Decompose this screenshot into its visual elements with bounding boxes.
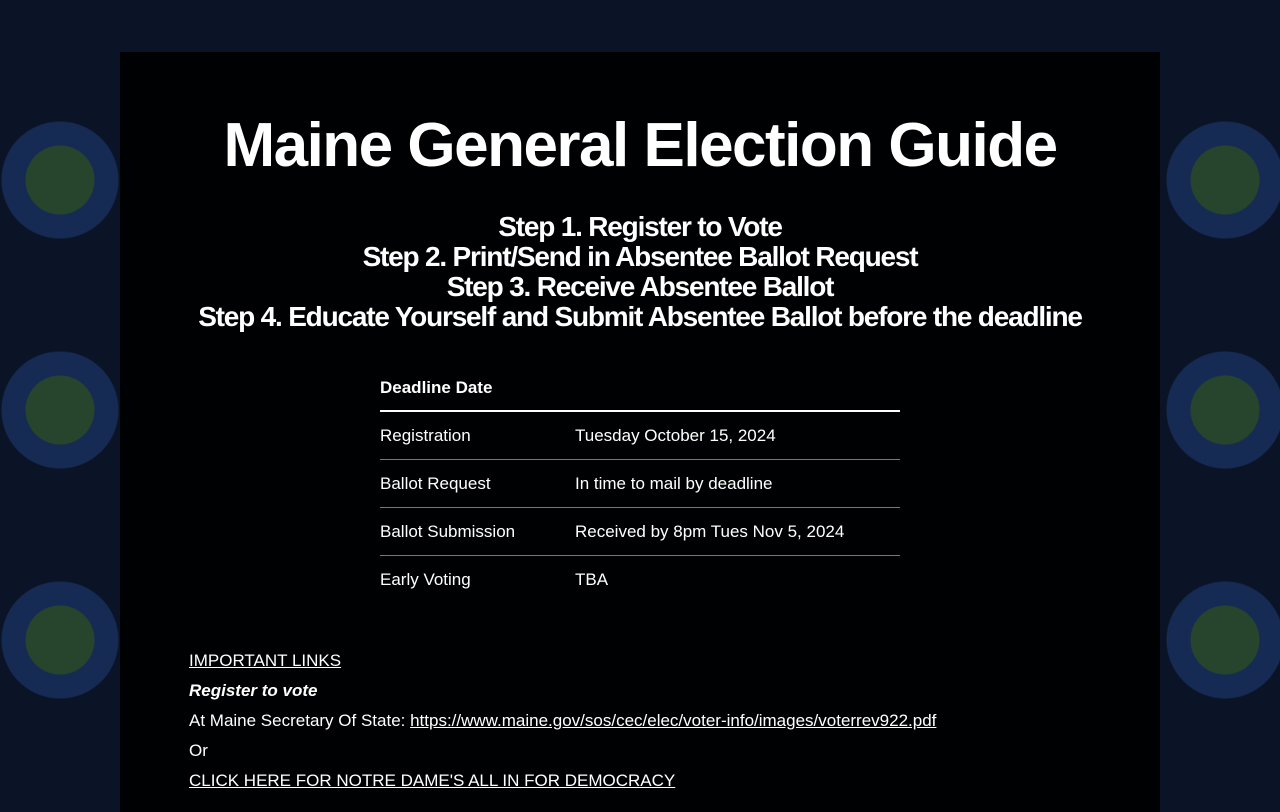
or-text: Or — [189, 741, 208, 760]
notre-dame-democracy-link[interactable]: CLICK HERE FOR NOTRE DAME'S ALL IN FOR DEMOCRACY — [189, 771, 676, 790]
row-label: Early Voting — [380, 569, 471, 589]
sos-prefix: At Maine Secretary Of State: — [189, 711, 411, 730]
deadline-table — [380, 366, 900, 603]
register-to-vote-heading: Register to vote — [189, 681, 318, 700]
row-value: Tuesday October 15, 2024 — [575, 411, 900, 460]
row-value: Received by 8pm Tues Nov 5, 2024 — [575, 508, 900, 556]
table-row — [380, 508, 900, 556]
sos-link-row — [189, 706, 936, 736]
sos-voter-registration-link[interactable]: https://www.maine.gov/sos/cec/elec/voter-info/images/voterrev922.pdf — [410, 711, 937, 730]
table-header-deadline-date: Deadline Date — [380, 366, 900, 411]
table-row — [380, 411, 900, 460]
table-row — [380, 556, 900, 604]
important-links-section — [189, 646, 936, 796]
important-links-heading-link[interactable]: IMPORTANT LINKS — [189, 651, 342, 670]
row-label: Ballot Request — [380, 460, 575, 508]
steps-list — [0, 212, 1280, 332]
step-1: Step 1. Register to Vote — [498, 211, 782, 242]
page-title: Maine General Election Guide — [223, 111, 1057, 180]
row-label: Ballot Submission — [380, 508, 575, 556]
important-links-row — [189, 646, 936, 676]
step-3: Step 3. Receive Absentee Ballot — [446, 271, 834, 302]
row-value: In time to mail by deadline — [575, 460, 900, 508]
table-header-row — [380, 366, 900, 411]
step-4: Step 4. Educate Yourself and Submit Absentee Ballot before the deadline — [198, 301, 1082, 332]
step-2: Step 2. Print/Send in Absentee Ballot Request — [362, 241, 918, 272]
row-value: TBA — [575, 569, 609, 589]
notre-dame-link-row — [189, 766, 936, 796]
row-label: Registration — [380, 411, 575, 460]
table-row — [380, 460, 900, 508]
